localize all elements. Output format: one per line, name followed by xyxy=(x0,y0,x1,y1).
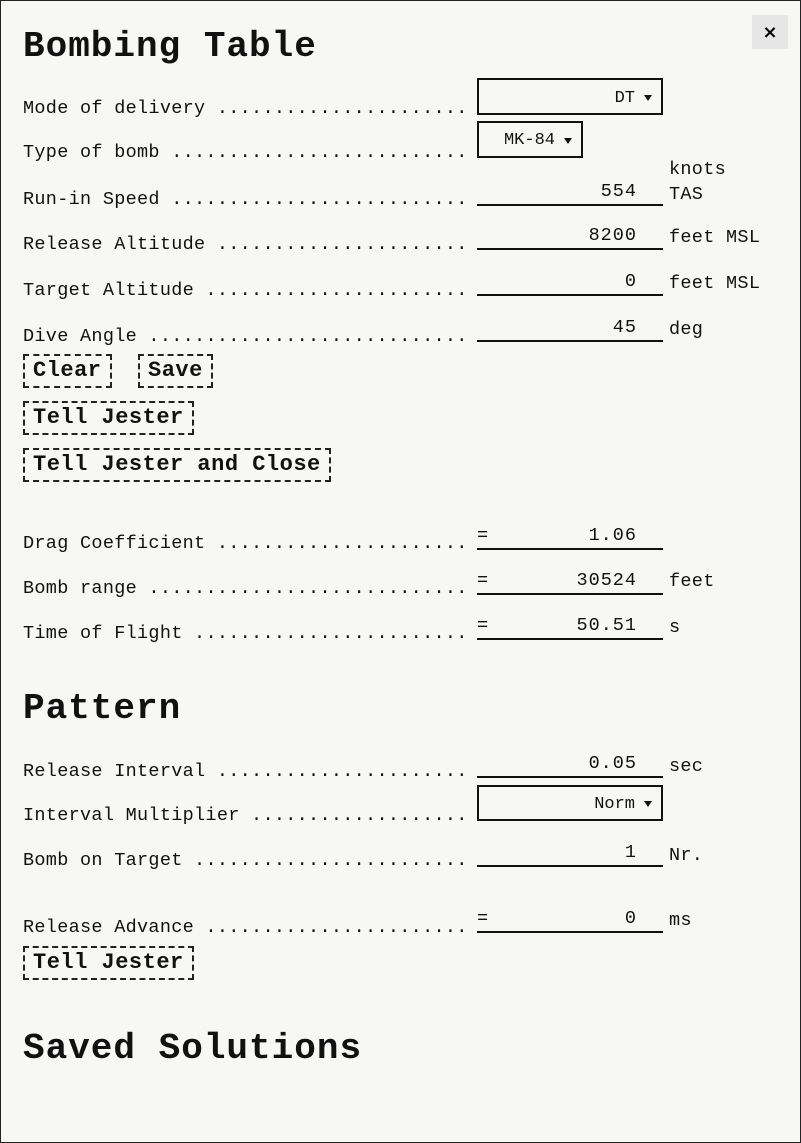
bomb-range-unit: feet xyxy=(669,571,715,592)
release-advance-row xyxy=(1,910,801,940)
target-altitude-input[interactable] xyxy=(477,268,663,296)
tell-jester-and-close-button[interactable]: Tell Jester and Close xyxy=(23,448,331,482)
equals-sign: = xyxy=(477,615,489,636)
release-advance-unit: ms xyxy=(669,910,692,931)
drag-coefficient-label: Drag Coefficient ..... xyxy=(23,534,469,554)
time-of-flight-unit: s xyxy=(669,617,681,638)
mode-of-delivery-select[interactable] xyxy=(477,78,663,115)
run-in-speed-unit-tas: TAS xyxy=(669,184,704,205)
mode-of-delivery-value: DT xyxy=(614,89,635,108)
type-of-bomb-select[interactable] xyxy=(477,121,583,158)
chevron-down-icon xyxy=(644,801,652,807)
dive-angle-input[interactable] xyxy=(477,314,663,342)
interval-multiplier-row xyxy=(1,795,801,835)
release-advance-value: 0 xyxy=(624,908,637,929)
bomb-on-target-unit: Nr. xyxy=(669,845,704,866)
run-in-speed-value: 554 xyxy=(600,181,637,202)
equals-sign: = xyxy=(477,908,489,929)
dive-angle-value: 45 xyxy=(612,317,637,338)
bomb-on-target-input[interactable] xyxy=(477,839,663,867)
release-altitude-value: 8200 xyxy=(588,225,637,246)
type-of-bomb-label: Type of bomb ..... xyxy=(23,143,469,163)
release-interval-row xyxy=(1,754,801,784)
pattern-heading: Pattern xyxy=(23,688,182,729)
page-title: Bombing Table xyxy=(23,26,317,67)
bomb-on-target-label: Bomb on Target ..... xyxy=(23,851,469,871)
interval-multiplier-value: Norm xyxy=(594,795,635,814)
type-of-bomb-value: MK-84 xyxy=(503,131,555,150)
release-interval-label: Release Interval ..... xyxy=(23,762,469,782)
release-advance-label: Release Advance ..... xyxy=(23,918,469,938)
clear-button[interactable]: Clear xyxy=(23,354,112,388)
drag-coefficient-row xyxy=(1,526,801,556)
drag-coefficient-value: 1.06 xyxy=(588,525,637,546)
dive-angle-row xyxy=(1,318,801,348)
chevron-down-icon xyxy=(564,138,572,144)
tell-jester-pattern-button[interactable]: Tell Jester xyxy=(23,946,194,980)
run-in-speed-unit-knots: knots xyxy=(669,159,727,180)
save-button[interactable]: Save xyxy=(138,354,213,388)
release-altitude-row xyxy=(1,227,801,257)
run-in-speed-label: Run-in Speed ..... xyxy=(23,190,469,210)
release-advance-input[interactable] xyxy=(477,905,663,933)
saved-solutions-heading: Saved Solutions xyxy=(23,1028,363,1069)
bomb-range-row xyxy=(1,571,801,601)
time-of-flight-output xyxy=(477,612,663,640)
equals-sign: = xyxy=(477,570,489,591)
mode-of-delivery-label: Mode of delivery ..... xyxy=(23,99,469,119)
mode-of-delivery-row xyxy=(1,89,801,127)
interval-multiplier-select[interactable] xyxy=(477,785,663,821)
release-altitude-label: Release Altitude ..... xyxy=(23,235,469,255)
close-button[interactable]: × xyxy=(752,15,788,49)
dive-angle-label: Dive Angle ..... xyxy=(23,327,469,347)
bomb-range-label: Bomb range ..... xyxy=(23,579,469,599)
interval-multiplier-label: Interval Multiplier ..... xyxy=(23,806,469,826)
target-altitude-unit: feet MSL xyxy=(669,273,761,294)
release-interval-input[interactable] xyxy=(477,750,663,778)
release-altitude-input[interactable] xyxy=(477,222,663,250)
bomb-on-target-value: 1 xyxy=(624,842,637,863)
bomb-on-target-row xyxy=(1,843,801,873)
chevron-down-icon xyxy=(644,95,652,101)
dive-angle-unit: deg xyxy=(669,319,704,340)
run-in-speed-row xyxy=(1,159,801,211)
time-of-flight-label: Time of Flight ..... xyxy=(23,624,469,644)
target-altitude-value: 0 xyxy=(624,271,637,292)
drag-coefficient-output xyxy=(477,522,663,550)
bomb-range-output xyxy=(477,567,663,595)
target-altitude-label: Target Altitude ..... xyxy=(23,281,469,301)
target-altitude-row xyxy=(1,273,801,303)
release-altitude-unit: feet MSL xyxy=(669,227,761,248)
release-interval-unit: sec xyxy=(669,756,704,777)
bomb-range-value: 30524 xyxy=(576,570,637,591)
tell-jester-button[interactable]: Tell Jester xyxy=(23,401,194,435)
run-in-speed-input[interactable] xyxy=(477,178,663,206)
time-of-flight-value: 50.51 xyxy=(576,615,637,636)
time-of-flight-row xyxy=(1,616,801,646)
equals-sign: = xyxy=(477,525,489,546)
release-interval-value: 0.05 xyxy=(588,753,637,774)
